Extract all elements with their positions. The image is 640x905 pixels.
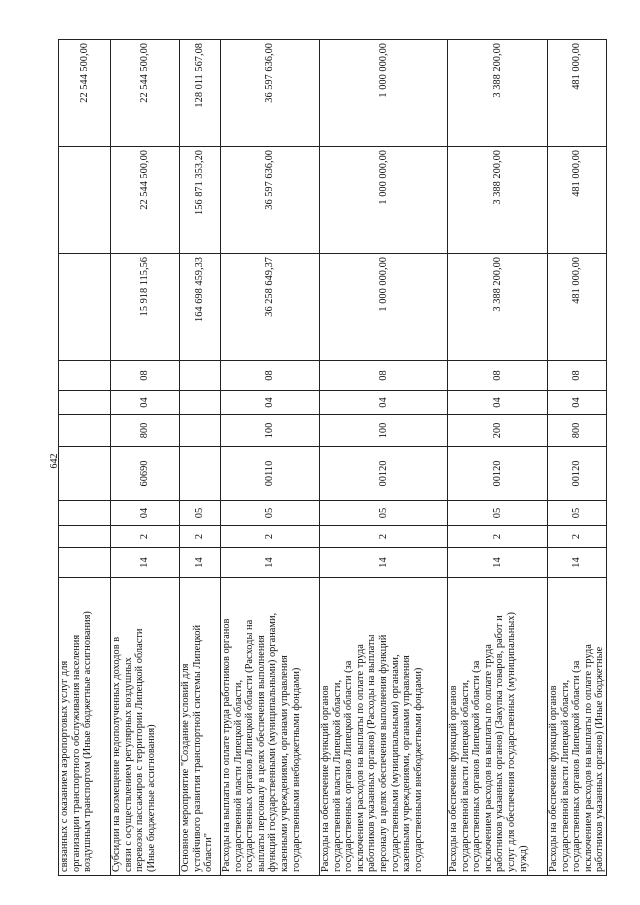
function-code: 04 [320,391,448,415]
subsection-code: 04 [111,501,180,526]
target-code: 00120 [320,447,448,501]
amount-year-1: 3 388 200,00 [448,254,548,361]
subsection-code: 05 [180,501,221,526]
description-line: Расходы на выплаты по оплате труда работников органов [221,618,232,872]
function-code [59,391,111,415]
subfunction-code: 08 [111,361,180,391]
description-line: казенными учреждениями, органами управления [401,655,413,872]
expense-type-code: 200 [448,415,548,447]
amount-year-2: 1 000 000,00 [320,147,448,254]
target-code: 00120 [548,447,607,501]
budget-table [58,39,607,876]
subfunction-code: 08 [448,361,548,391]
description-line: организации транспортного обслуживания населения [70,634,82,872]
section-code: 2 [548,526,607,548]
rotated-table-wrapper [58,40,606,876]
table-row [221,40,320,876]
description-line: государственных органов Липецкой области (за [571,660,583,872]
section-code: 2 [320,526,448,548]
description-line: казенными учреждениями, органами управления [278,655,290,872]
section-code: 2 [448,526,548,548]
amount-year-1: 36 258 649,37 [221,254,320,361]
target-code: 00120 [448,447,548,501]
description-line: связи с осуществлением регулярных воздушных [122,657,134,872]
amount-year-2: 156 871 353,20 [180,147,221,254]
ministry-code: 14 [448,548,548,578]
description-line: работников указанных органов) (Закупка товаров, работ и [494,615,506,872]
subsection-code: 05 [221,501,320,526]
table-row [320,40,448,876]
amount-year-2: 3 388 200,00 [448,147,548,254]
row-description [180,578,221,876]
description-line: перевозок пассажиров с территории Липецкой области [134,628,146,872]
expense-type-code: 800 [111,415,180,447]
amount-year-3: 1 000 000,00 [320,40,448,147]
row-description [111,578,180,876]
ministry-code: 14 [180,548,221,578]
subsection-code [59,501,111,526]
description-line: работников указанных органов) (Расходы на выплаты [366,634,378,872]
amount-year-2: 36 597 636,00 [221,147,320,254]
section-code: 2 [221,526,320,548]
description-line: (Иные бюджетные ассигнования) [145,724,157,872]
description-line: связанных с оказанием аэропортовых услуг для [59,660,70,872]
row-description [59,578,111,876]
description-line: исключением расходов на выплаты по оплате труда [482,644,494,872]
target-code [180,447,221,501]
description-line: государственной власти Липецкой области, [459,679,471,872]
description-line: Расходы на обеспечение функций органов [448,685,459,872]
section-code [59,526,111,548]
table-row [59,40,111,876]
description-line: Расходы на обеспечение функций органов [548,685,559,872]
amount-year-2: 481 000,00 [548,147,607,254]
function-code: 04 [448,391,548,415]
table-row [180,40,221,876]
ministry-code: 14 [221,548,320,578]
target-code [59,447,111,501]
amount-year-1: 1 000 000,00 [320,254,448,361]
description-line: исключением расходов на выплаты по оплате труда [354,644,366,872]
description-line: нужд) [517,845,529,872]
ministry-code: 14 [320,548,448,578]
description-line: исключением расходов на выплаты по оплате труда [582,644,594,872]
description-line: персоналу в целях обеспечения выполнения функций [377,634,389,872]
row-description [448,578,548,876]
description-line: государственной власти Липецкой области, [331,679,343,872]
description-line: Расходы на обеспечение функций органов [320,685,331,872]
description-line: государственных органов Липецкой области (за [471,660,483,872]
subfunction-code: 08 [221,361,320,391]
description-line: государственных органов Липецкой области (за [343,660,355,872]
subfunction-code: 08 [548,361,607,391]
description-line: государственной власти Липецкой области, [559,679,571,872]
subsection-code: 05 [320,501,448,526]
subsection-code: 05 [548,501,607,526]
ministry-code: 14 [111,548,180,578]
description-line: устойчивого развития транспортной системы Липецкой [191,624,203,872]
page-number: 642 [49,453,60,469]
expense-type-code [59,415,111,447]
amount-year-1: 15 918 115,56 [111,254,180,361]
amount-year-2 [59,147,111,254]
amount-year-1: 481 000,00 [548,254,607,361]
expense-type-code: 100 [320,415,448,447]
section-code: 2 [111,526,180,548]
description-line: государственных органов Липецкой области (Расходы на [244,619,256,872]
description-line: услуг для обеспечения государственных (муниципальных) [505,612,517,872]
ministry-code [59,548,111,578]
function-code: 04 [548,391,607,415]
description-line: функций государственными (муниципальными) органами, [267,612,279,872]
subfunction-code [59,361,111,391]
target-code: 60690 [111,447,180,501]
description-line: области" [203,833,215,872]
description-line: государственными (муниципальными) органами, [389,654,401,872]
function-code: 04 [221,391,320,415]
amount-year-1 [59,254,111,361]
row-description [548,578,607,876]
description-line: государственными внебюджетными фондами) [290,667,302,872]
ministry-code: 14 [548,548,607,578]
description-line: государственными внебюджетными фондами) [412,667,424,872]
function-code [180,391,221,415]
row-description [221,578,320,876]
subfunction-code [180,361,221,391]
amount-year-3: 128 011 567,08 [180,40,221,147]
row-description [320,578,448,876]
amount-year-3: 22 544 500,00 [59,40,111,147]
table-row [448,40,548,876]
amount-year-3: 22 544 500,00 [111,40,180,147]
table-row [111,40,180,876]
table-body [59,40,607,876]
subfunction-code: 08 [320,361,448,391]
expense-type-code: 100 [221,415,320,447]
description-line: выплаты персоналу в целях обеспечения выполнения [255,635,267,872]
description-line: воздушным транспортом (Иные бюджетные ассигнования) [82,611,94,872]
function-code: 04 [111,391,180,415]
expense-type-code [180,415,221,447]
amount-year-1: 164 698 459,33 [180,254,221,361]
amount-year-3: 481 000,00 [548,40,607,147]
section-code: 2 [180,526,221,548]
description-line: работников указанных органов) (Иные бюджетные [594,646,606,872]
amount-year-2: 22 544 500,00 [111,147,180,254]
amount-year-3: 36 597 636,00 [221,40,320,147]
subsection-code: 05 [448,501,548,526]
description-line: государственной власти Липецкой области, [232,679,244,872]
description-line: Основное мероприятие "Создание условий для [180,663,191,872]
amount-year-3: 3 388 200,00 [448,40,548,147]
table-row [548,40,607,876]
target-code: 00110 [221,447,320,501]
expense-type-code: 800 [548,415,607,447]
description-line: Субсидии на возмещение недополученных доходов в [111,636,122,872]
